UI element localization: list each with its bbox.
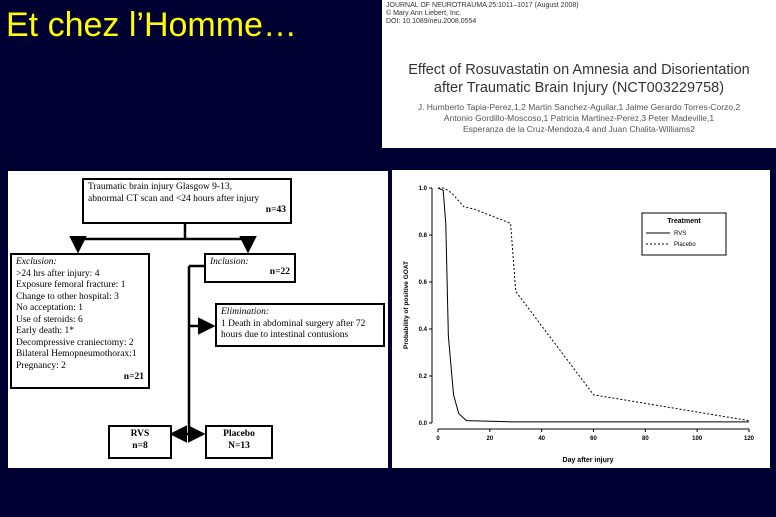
flow-top-line: abnormal CT scan and <24 hours after injury [88,193,260,204]
exclusion-item: Decompressive craniectomy: 2 [16,337,134,348]
legend-title: Treatment [667,218,701,225]
paper-title-line: Effect of Rosuvastatin on Amnesia and Disorientation [408,62,750,78]
elimination-line: hours due to intestinal contusions [221,330,349,340]
survival-chart [392,170,770,468]
journal-line: JOURNAL OF NEUROTRAUMA 25:1011–1017 (August 2008) [386,2,579,9]
exclusion-item: Use of steroids: 6 [16,314,83,325]
exclusion-item: Change to other hospital: 3 [16,291,119,302]
y-tick-label: 0.4 [418,327,427,333]
y-axis-label: Probability of positive GOAT [403,261,410,349]
paper-title [382,61,776,97]
author-line: Antonio Gordillo-Moscoso,1 Patricia Martinez-Perez,3 Peter Madeville,1 [443,113,715,123]
y-tick-label: 0.6 [418,280,427,286]
exclusion-item: Early death: 1* [16,326,75,336]
exclusion-item: Pregnancy: 2 [16,360,66,371]
rvs-label: RVS [130,429,150,439]
legend-label-placebo: Placebo [674,242,696,248]
exclusion-item: Bilateral Hemopneumothorax:1 [16,349,137,359]
legend [642,213,726,255]
x-axis-label: Day after injury [562,457,614,464]
author-line: Esperanza de la Cruz-Mendoza,4 and Juan Chalita-Williams2 [463,124,695,134]
flow-top-line: Traumatic brain injury Glasgow 9-13, [88,182,232,192]
exclusion-item: >24 hrs after injury: 4 [16,268,100,279]
elimination-heading: Elimination: [221,307,270,317]
journal-reference [386,2,579,26]
placebo-n: N=13 [228,440,250,451]
journal-line: © Mary Ann Liebert, Inc. [386,10,462,17]
x-tick-label: 0 [436,436,440,442]
flow-rvs-box [108,425,172,459]
paper-title-line: after Traumatic Brain Injury (NCT003229758) [433,80,725,96]
paper-header-image [382,0,776,148]
flow-inclusion-box [204,253,296,283]
elimination-line: 1 Death in abdominal surgery after 72 [221,318,366,329]
x-tick-label: 20 [486,436,494,442]
inclusion-n: n=22 [269,267,290,277]
y-tick-label: 0.8 [418,233,427,239]
y-tick-label: 0.0 [418,421,427,427]
flow-exclusion-box [10,253,150,389]
paper-authors [382,102,776,135]
exclusion-n: n=21 [123,372,144,382]
x-tick-label: 80 [641,436,649,442]
exclusion-item: No acceptation: 1 [16,303,84,313]
inclusion-heading: Inclusion: [210,257,249,267]
survival-chart-svg [392,170,770,468]
x-tick-label: 40 [538,436,546,442]
x-tick-label: 120 [743,436,755,442]
legend-label-rvs: RVS [674,231,687,237]
rvs-n: n=8 [132,440,148,451]
flow-elimination-box [215,303,385,347]
flow-top-n: n=43 [265,205,286,215]
flow-top-box [82,178,292,224]
journal-line: DOI: 10.1089/neu.2008.0554 [386,18,477,25]
x-tick-label: 60 [590,436,597,442]
y-tick-label: 1.0 [418,186,427,192]
exclusion-item: Exposure femoral fracture: 1 [16,280,126,290]
x-tick-label: 100 [692,436,703,442]
flow-placebo-box [205,425,273,459]
author-line: J. Humberto Tapia-Perez,1,2 Martin Sanchez-Aguilar,1 Jaime Gerardo Torres-Corzo,2 [417,102,741,112]
slide-title: Et chez l’Homme… [6,6,297,44]
flowchart [8,171,388,468]
exclusion-heading: Exclusion: [16,257,57,267]
y-tick-label: 0.2 [418,374,427,380]
placebo-label: Placebo [223,429,255,439]
